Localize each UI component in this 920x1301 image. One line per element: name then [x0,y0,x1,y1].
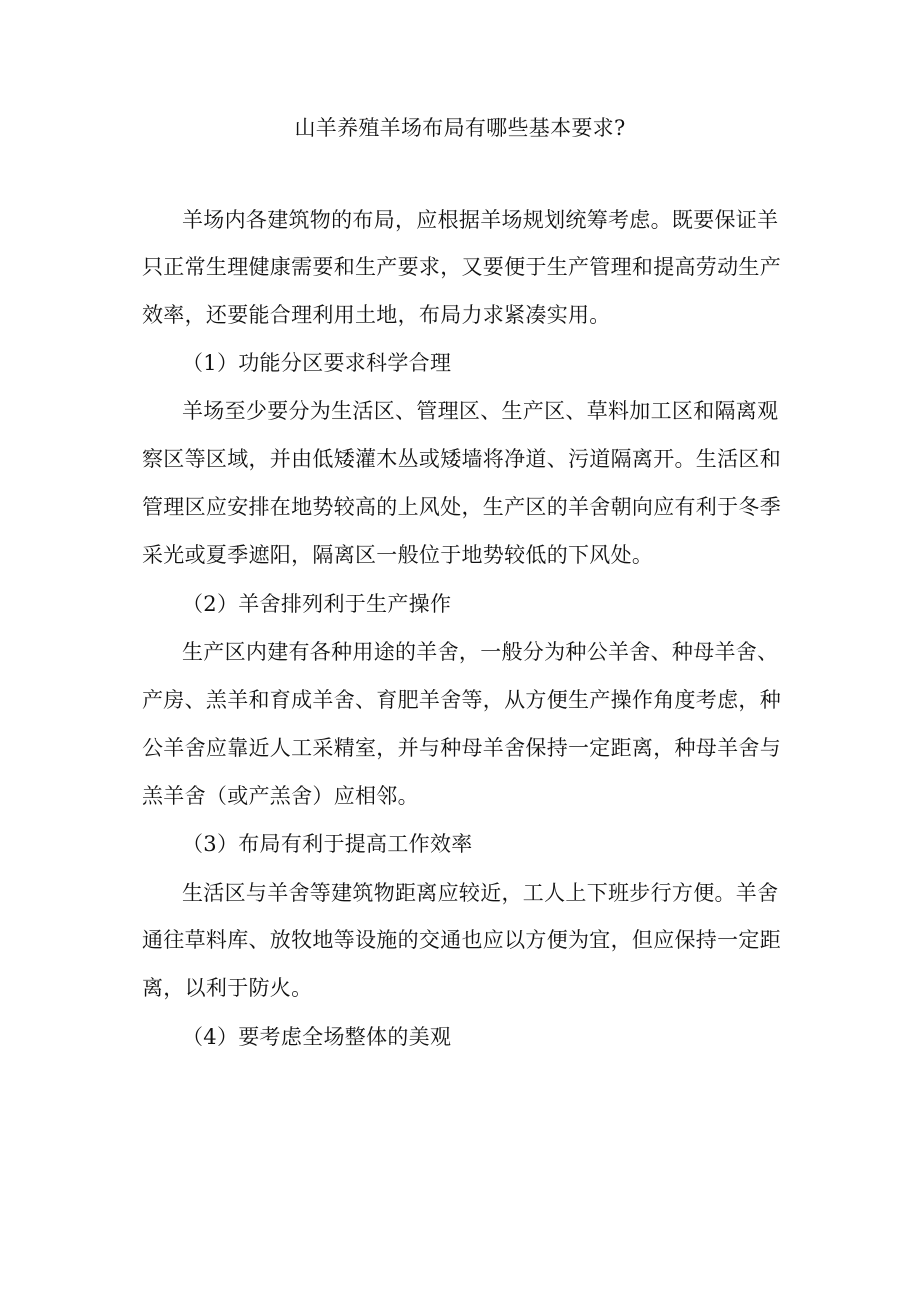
paragraph-line: 察区等区域，并由低矮灌木丛或矮墙将净道、污道隔离开。生活区和 [142,447,781,471]
paragraph-line: 采光或夏季遮阳，隔离区一般位于地势较低的下风处。 [142,543,654,567]
paragraph-line: 只正常生理健康需要和生产要求，又要便于生产管理和提高劳动生产 [142,255,781,279]
section-heading: （4）要考虑全场整体的美观 [182,1025,452,1049]
paragraph-line: 产房、羔羊和育成羊舍、育肥羊舍等，从方便生产操作角度考虑，种 [142,688,781,712]
paragraph-line: 公羊舍应靠近人工采精室，并与种母羊舍保持一定距离，种母羊舍与 [142,736,781,760]
paragraph-line: 生产区内建有各种用途的羊舍，一般分为种公羊舍、种母羊舍、 [182,640,779,664]
paragraph-line: 羊场至少要分为生活区、管理区、生产区、草料加工区和隔离观 [182,399,779,423]
section-heading: （3）布局有利于提高工作效率 [182,832,473,856]
paragraph-line: 管理区应安排在地势较高的上风处，生产区的羊舍朝向应有利于冬季 [142,495,781,519]
paragraph-line: 效率，还要能合理利用土地，布局力求紧凑实用。 [142,303,611,327]
document-title: 山羊养殖羊场布局有哪些基本要求? [294,116,626,140]
section-heading: （2）羊舍排列利于生产操作 [182,592,452,616]
paragraph-line: 离，以利于防火。 [142,976,313,1000]
paragraph-line: 羔羊舍（或产羔舍）应相邻。 [142,784,419,808]
paragraph-line: 生活区与羊舍等建筑物距离应较近，工人上下班步行方便。羊舍 [182,881,779,905]
paragraph-line: 通往草料库、放牧地等设施的交通也应以方便为宜，但应保持一定距 [142,928,781,952]
paragraph-line: 羊场内各建筑物的布局，应根据羊场规划统筹考虑。既要保证羊 [182,208,779,232]
section-heading: （1）功能分区要求科学合理 [182,351,452,375]
